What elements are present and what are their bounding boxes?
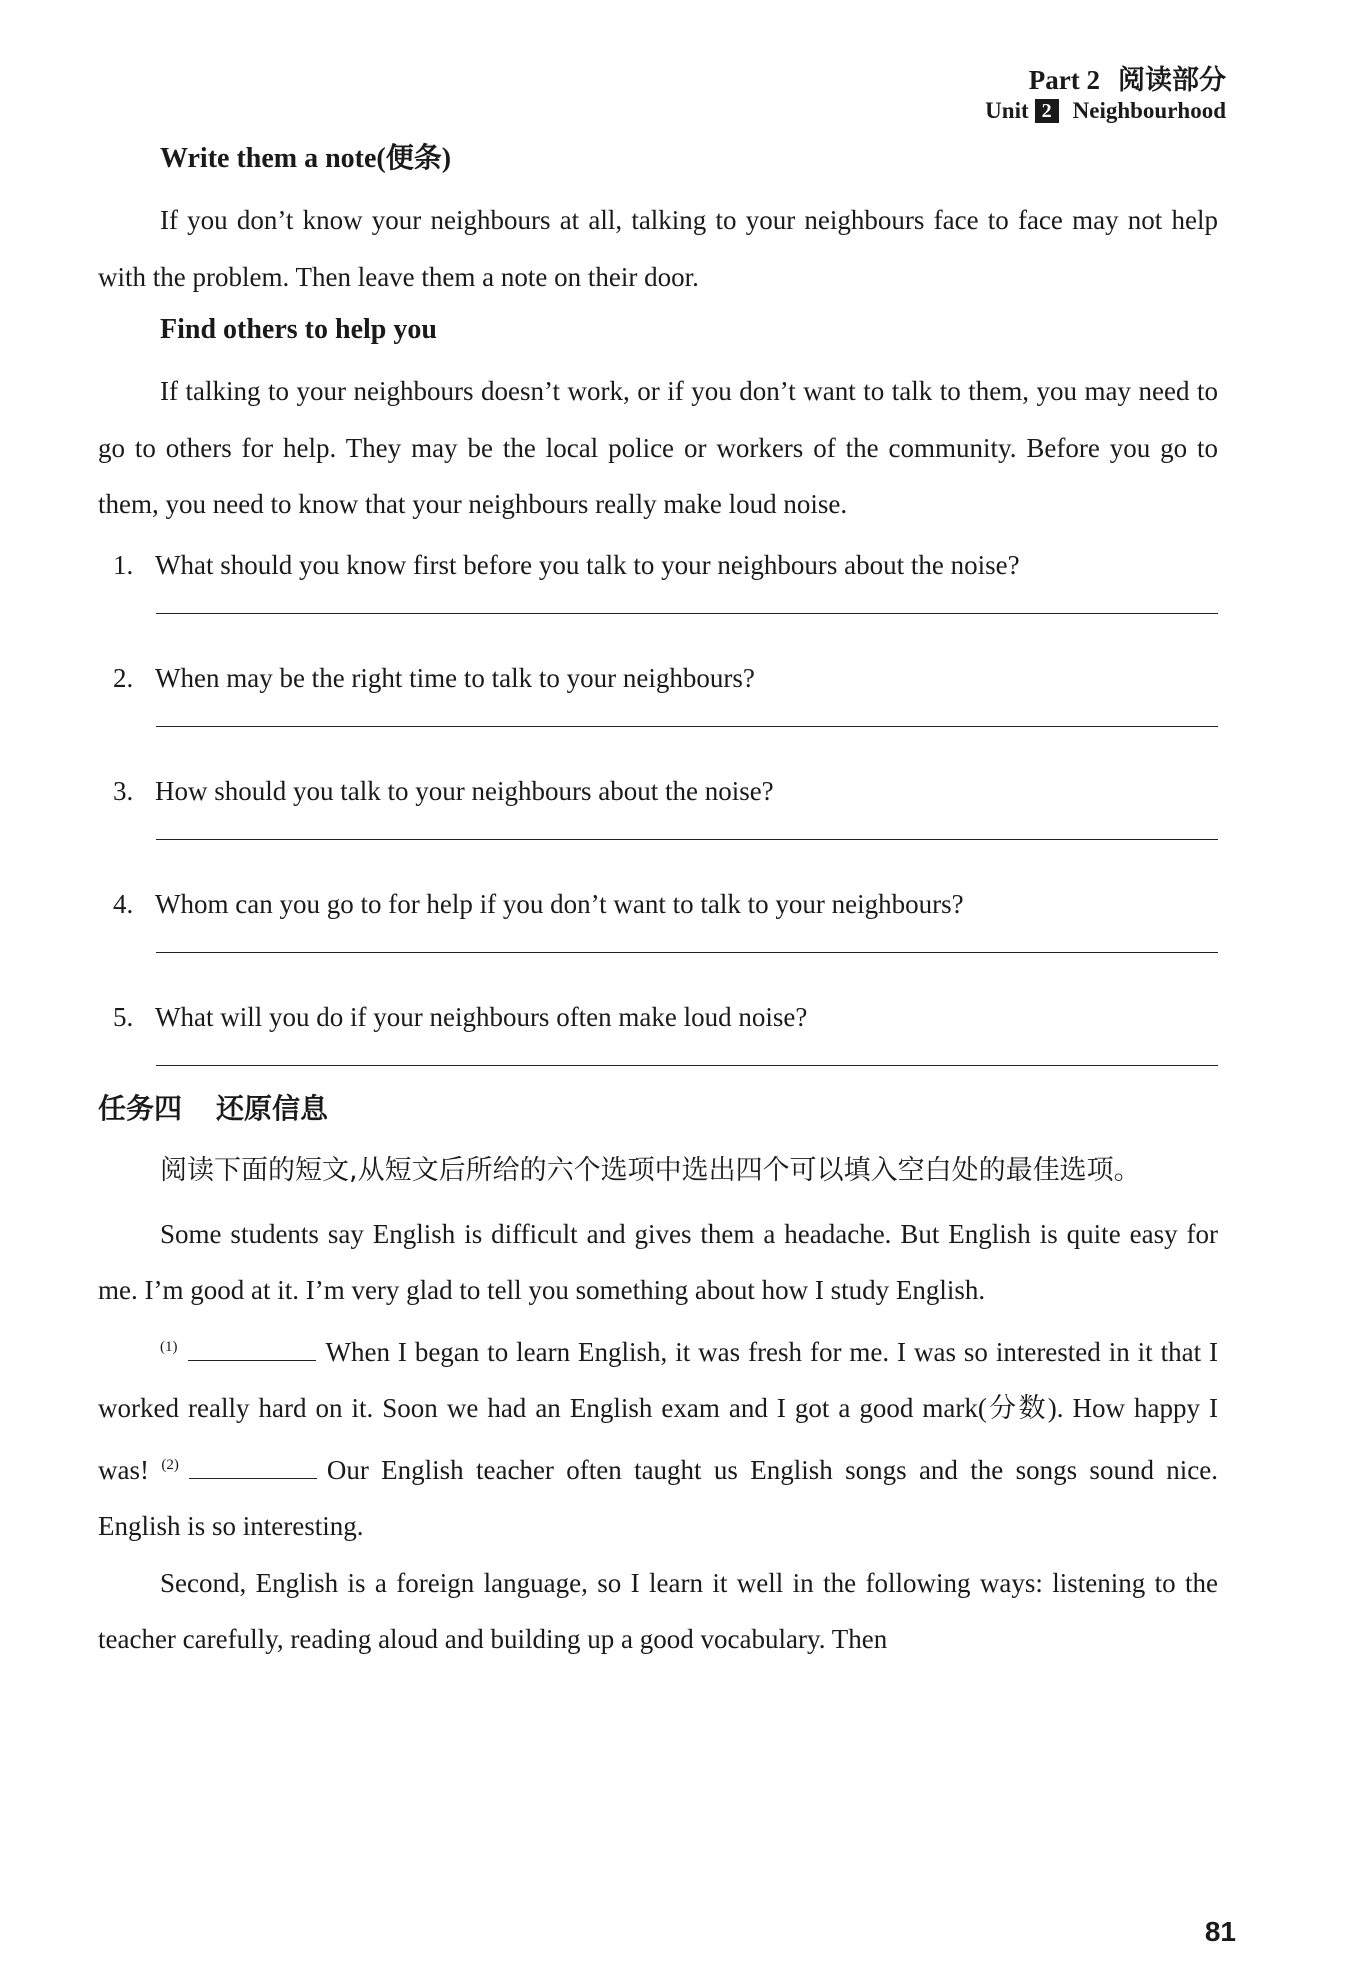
answer-line[interactable] [156,613,1218,614]
question-item: 5. What will you do if your neighbours often make loud noise? [113,1001,808,1032]
unit-title: Neighbourhood [1072,98,1226,123]
question-item: 1. What should you know first before you talk to your neighbours about the noise? [113,549,1020,580]
page-content [98,140,1218,1668]
answer-line[interactable] [156,726,1218,727]
answer-line[interactable] [156,952,1218,953]
blank-marker-2: (2) [161,1456,179,1473]
passage-paragraph-2: $^{(1)}$ When I began to learn English, it was fresh for me. I was so interested in it that I worked really hard on it. Soon we had an English exam and I got a good mark(分数). How happy I was! $^{(2)}$ Our English teacher often taught us English songs and the songs sound nice. English is so interesting. [98,1336,1219,1541]
blank-marker-1: (1) [160,1338,178,1355]
question-item: 3. How should you talk to your neighbours about the noise? [113,775,774,806]
blank-1[interactable] [188,1340,316,1361]
question-item: 4. Whom can you go to for help if you don’t want to talk to your neighbours? [113,888,964,919]
part-title: 阅读部分 [1118,65,1226,96]
note-heading: Write them a note(便条) [160,143,452,174]
note-paragraph: If you don’t know your neighbours at all, talking to your neighbours face to face may not help with the problem. Then leave them a note on their door. [98,205,1218,292]
answer-line[interactable] [156,839,1218,840]
passage-paragraph-3: Second, English is a foreign language, so I learn it well in the following ways: listening to the teacher carefully, reading aloud and building up a good vocabulary. Then [98,1567,1218,1654]
answer-line[interactable] [156,1065,1218,1066]
page-header-part [1029,58,1226,97]
question-list [98,537,1218,1066]
help-heading: Find others to help you [160,314,437,345]
page-header-unit [985,98,1226,124]
unit-number-badge: 2 [1035,99,1059,123]
passage-paragraph-1: Some students say English is difficult and gives them a headache. But English is quite easy for me. I’m good at it. I’m very glad to tell you something about how I study English. [98,1218,1218,1305]
unit-label: Unit [985,98,1029,123]
blank-2[interactable] [189,1458,317,1479]
task4-instruction: 阅读下面的短文,从短文后所给的六个选项中选出四个可以填入空白处的最佳选项。 [160,1154,1141,1186]
help-paragraph: If talking to your neighbours doesn’t work, or if you don’t want to talk to them, you may need to go to others for help. They may be the local police or workers of the community. Before you go to them, you need to know that your neighbours really make loud noise. [98,376,1218,519]
part-label: Part 2 [1028,65,1100,95]
page-number: 81 [1204,1916,1236,1947]
task4-title: 任务四 还原信息 [98,1091,329,1125]
question-item: 2. When may be the right time to talk to your neighbours? [113,662,755,693]
